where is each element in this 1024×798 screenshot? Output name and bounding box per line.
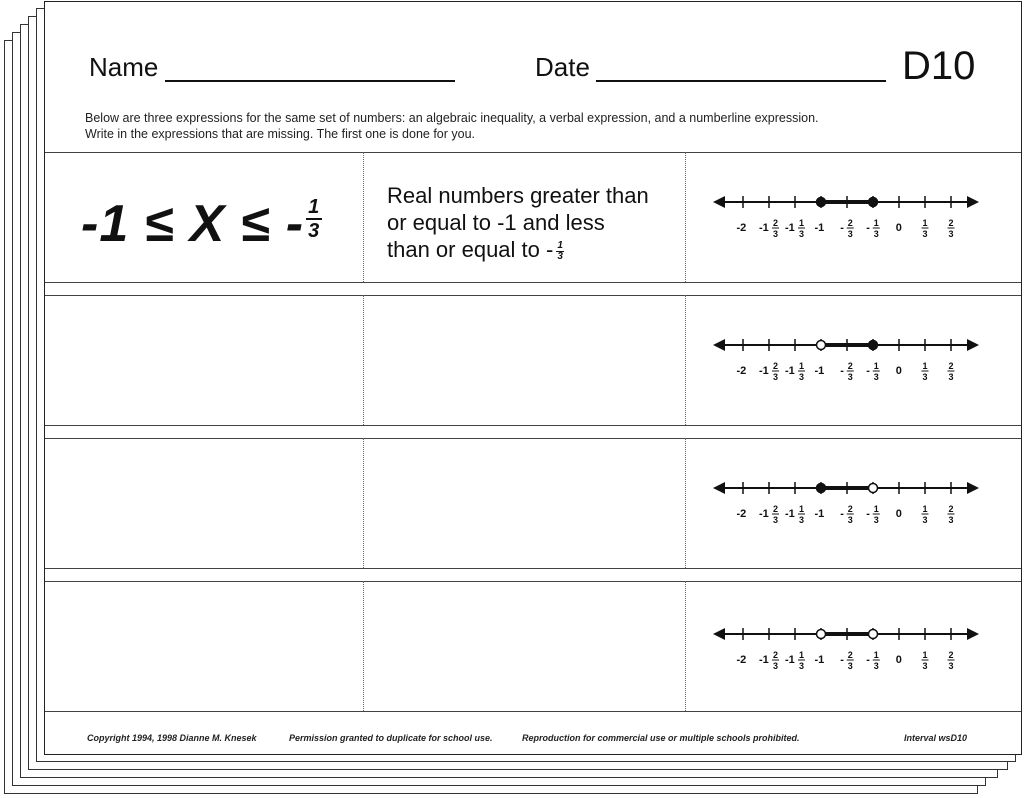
tick-label-numerator: 2 [772,504,779,514]
tick-label-numerator: 1 [873,361,879,371]
answer-cell-verbal-3[interactable] [367,441,683,567]
tick-label [866,218,880,239]
tick-label-numerator: 2 [772,218,779,228]
tick-label [737,365,747,377]
column-divider [685,581,686,711]
date-field-line[interactable] [596,80,886,82]
tick-label-numerator: 2 [948,650,954,660]
left-arrow-icon [713,628,725,640]
footer-copyright: Copyright 1994, 1998 Dianne M. Knesek [87,733,257,743]
tick-label-whole: -1 [814,365,825,377]
inequality-fraction-denominator: 3 [308,220,321,243]
left-arrow-icon [713,196,725,208]
row-divider [45,711,1021,712]
row-divider [45,282,1021,283]
verbal-line-3-wrap [387,236,687,263]
tick-label-denominator: 3 [798,229,805,239]
tick-label-whole: - [840,222,844,234]
footer-reproduction: Reproduction for commercial use or multiple schools prohibited. [522,733,800,743]
tick-label [737,654,747,666]
tick-label [840,361,854,382]
tick-label [896,365,902,377]
date-label: Date [535,52,590,82]
tick-label [737,508,747,520]
tick-label-denominator: 3 [772,372,779,382]
answer-cell-verbal-2[interactable] [367,298,683,424]
open-endpoint [817,341,826,350]
tick-label-numerator: 1 [922,218,928,228]
tick-label-denominator: 3 [873,515,879,525]
tick-label-numerator: 1 [922,650,928,660]
tick-label-whole: 0 [895,222,902,234]
tick-label [815,222,825,234]
number-line-1 [713,187,983,249]
tick-label-denominator: 3 [847,515,853,525]
tick-label-whole: -1 [759,508,769,520]
tick-label-denominator: 3 [873,229,879,239]
column-divider [685,295,686,425]
tick-label-numerator: 2 [948,504,954,514]
tick-label-whole: 0 [895,654,902,666]
tick-label-whole: -1 [785,654,795,666]
footer-sheet-id: Interval wsD10 [904,733,968,743]
tick-label-numerator: 1 [798,650,805,660]
tick-label-numerator: 1 [922,361,928,371]
tick-label-numerator: 2 [847,218,853,228]
tick-label-whole: -1 [814,654,825,666]
tick-label-denominator: 3 [948,229,954,239]
tick-label-whole: -1 [814,222,825,234]
tick-label [948,218,955,239]
tick-label [948,361,955,382]
tick-label-numerator: 2 [847,361,853,371]
tick-label-numerator: 1 [798,504,805,514]
tick-label-denominator: 3 [847,661,853,671]
answer-cell-inequality-4[interactable] [47,584,361,710]
tick-label-denominator: 3 [772,229,779,239]
verbal-fraction-denominator: 3 [557,250,563,262]
column-divider [685,438,686,568]
tick-label-whole: -2 [736,654,747,666]
tick-label [840,504,854,525]
tick-label [922,650,929,671]
closed-endpoint [817,484,826,493]
tick-label [785,361,805,382]
open-endpoint [869,630,878,639]
tick-label-denominator: 3 [798,372,805,382]
tick-label-whole: - [866,508,870,520]
tick-label-denominator: 3 [798,661,805,671]
name-field-line[interactable] [165,80,455,82]
tick-label [785,218,805,239]
example-verbal-expression [387,182,687,263]
verbal-fraction-numerator: 1 [557,239,563,251]
tick-label-whole: -1 [785,222,795,234]
tick-label [759,361,779,382]
tick-label [840,650,854,671]
closed-endpoint [817,198,826,207]
tick-label-denominator: 3 [948,661,954,671]
row-divider [45,568,1021,569]
tick-label-denominator: 3 [873,661,879,671]
tick-label-numerator: 1 [922,504,928,514]
tick-label-whole: -1 [759,365,769,377]
tick-label-denominator: 3 [922,229,928,239]
tick-label-whole: - [866,222,870,234]
verbal-line-3: than or equal to - [387,237,554,262]
instructions [85,110,985,142]
tick-label-whole: - [866,654,870,666]
closed-endpoint [869,341,878,350]
tick-label [866,650,880,671]
tick-label [922,361,929,382]
tick-label [948,650,955,671]
column-divider [363,152,364,282]
tick-label-denominator: 3 [922,661,928,671]
tick-label-whole: -1 [814,508,825,520]
tick-label [785,650,805,671]
tick-label-whole: 0 [895,508,902,520]
column-divider [363,581,364,711]
left-arrow-icon [713,339,725,351]
answer-cell-verbal-4[interactable] [367,584,683,710]
example-inequality [81,194,322,254]
row-divider [45,295,1021,296]
tick-label-whole: - [840,365,844,377]
tick-label-numerator: 1 [798,218,805,228]
number-line-4 [713,619,983,681]
tick-label-whole: -2 [736,508,747,520]
tick-label-whole: -1 [785,365,795,377]
tick-label [922,218,929,239]
worksheet [44,1,1022,755]
right-arrow-icon [967,482,979,494]
answer-cell-inequality-3[interactable] [47,441,361,567]
row-divider [45,425,1021,426]
right-arrow-icon [967,339,979,351]
footer-permission: Permission granted to duplicate for school use. [289,733,493,743]
tick-label-numerator: 2 [948,218,954,228]
tick-label-whole: - [866,365,870,377]
tick-label [948,504,955,525]
tick-label-whole: - [840,654,844,666]
left-arrow-icon [713,482,725,494]
tick-label [866,361,880,382]
inequality-text: -1 ≤ X ≤ - [81,195,305,253]
tick-label-numerator: 2 [948,361,954,371]
tick-label-whole: - [840,508,844,520]
open-endpoint [817,630,826,639]
tick-label-numerator: 2 [772,650,779,660]
tick-label [922,504,929,525]
tick-label-whole: -2 [736,222,747,234]
tick-label-denominator: 3 [847,372,853,382]
tick-label [759,650,779,671]
tick-label [896,508,902,520]
tick-label-denominator: 3 [948,515,954,525]
sheet-code: D10 [902,44,976,88]
tick-label-whole: -1 [759,654,769,666]
row-divider [45,438,1021,439]
tick-label-whole: 0 [895,365,902,377]
row-divider [45,581,1021,582]
tick-label [896,222,902,234]
right-arrow-icon [967,196,979,208]
name-label: Name [89,52,159,82]
tick-label [759,504,779,525]
instructions-line-1: Below are three expressions for the same set of numbers: an algebraic inequality, a verbal expression, and a numberline expression. [85,111,819,125]
verbal-line-2: or equal to -1 and less [387,210,605,235]
tick-label-denominator: 3 [922,515,928,525]
row-divider [45,152,1021,153]
tick-label [840,218,854,239]
open-endpoint [869,484,878,493]
tick-label-denominator: 3 [948,372,954,382]
closed-endpoint [869,198,878,207]
tick-label-numerator: 2 [847,650,853,660]
tick-label-denominator: 3 [873,372,879,382]
tick-label [759,218,779,239]
column-divider [363,295,364,425]
tick-label [815,508,825,520]
tick-label-denominator: 3 [772,515,779,525]
tick-label [785,504,805,525]
inequality-fraction-numerator: 1 [308,196,321,219]
tick-label-numerator: 1 [873,650,879,660]
tick-label-numerator: 2 [772,361,779,371]
tick-label-denominator: 3 [798,515,805,525]
number-line-3 [713,473,983,535]
tick-label-denominator: 3 [847,229,853,239]
tick-label-numerator: 1 [873,504,879,514]
tick-label [737,222,747,234]
tick-label-denominator: 3 [772,661,779,671]
tick-label [866,504,880,525]
tick-label-whole: -1 [759,222,769,234]
number-line-2 [713,330,983,392]
tick-label-whole: -2 [736,365,747,377]
verbal-line-1: Real numbers greater than [387,183,649,208]
tick-label-denominator: 3 [922,372,928,382]
answer-cell-inequality-2[interactable] [47,298,361,424]
tick-label [896,654,902,666]
right-arrow-icon [967,628,979,640]
tick-label [815,365,825,377]
tick-label [815,654,825,666]
tick-label-numerator: 1 [798,361,805,371]
tick-label-numerator: 1 [873,218,879,228]
tick-label-numerator: 2 [847,504,853,514]
column-divider [363,438,364,568]
tick-label-whole: -1 [785,508,795,520]
instructions-line-2: Write in the expressions that are missing. The first one is done for you. [85,127,476,141]
